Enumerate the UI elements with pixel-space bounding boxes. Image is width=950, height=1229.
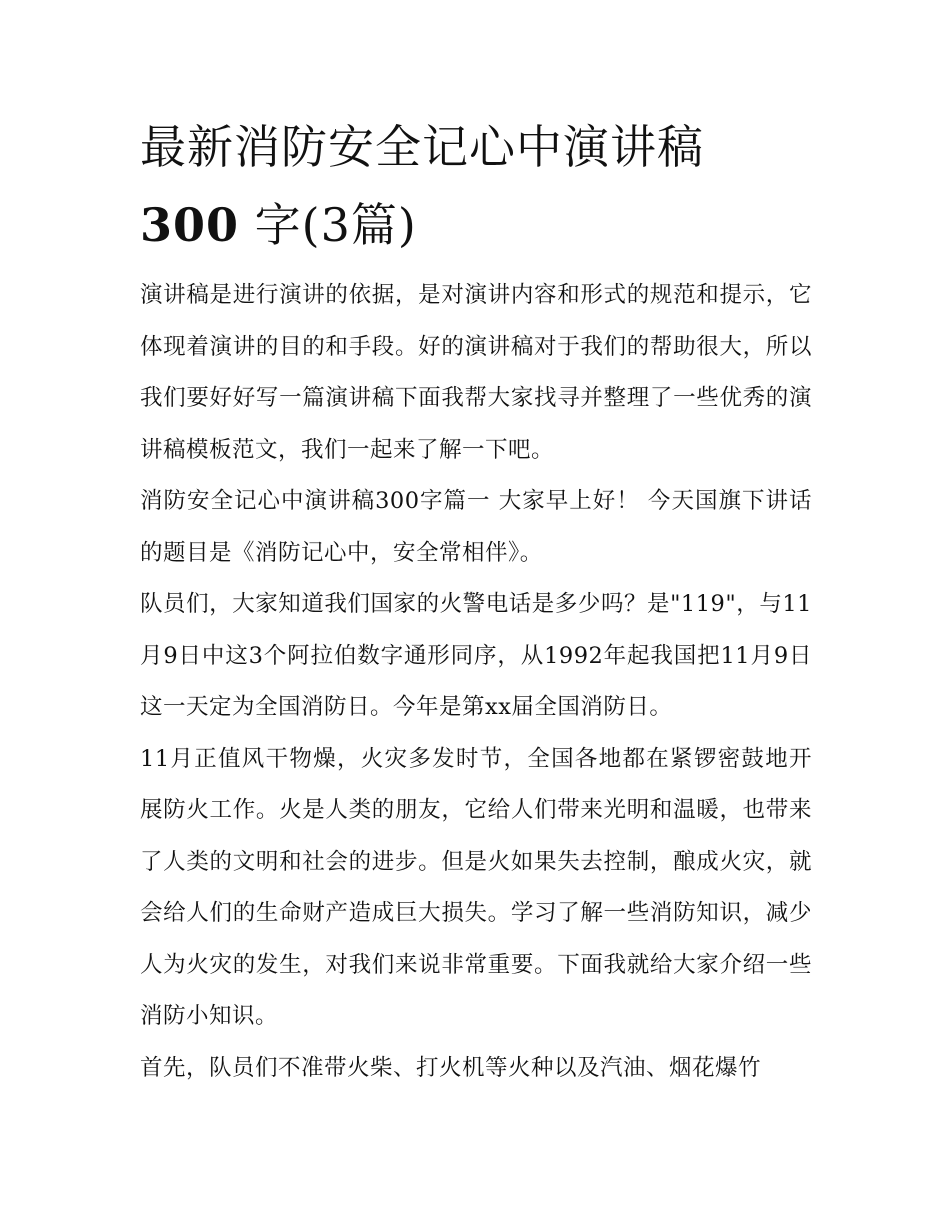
- document-body: [140, 270, 812, 1094]
- paragraph-greeting: 消防安全记心中演讲稿300字篇一 大家早上好！ 今天国旗下讲话的题目是《消防记心中，安全常相伴》。: [140, 488, 812, 566]
- document-page: [140, 108, 812, 1094]
- paragraph-first-rule: 首先，队员们不准带火柴、打火机等火种以及汽油、烟花爆竹: [140, 1054, 762, 1081]
- document-title: [140, 108, 812, 264]
- title-line-2-text: 字(3篇): [254, 198, 417, 252]
- paragraph-fire-season: 11月正值风干物燥，火灾多发时节，全国各地都在紧锣密鼓地开展防火工作。火是人类的朋友，它给人们带来光明和温暖，也带来了人类的文明和社会的进步。但是火如果失去控制，酿成火灾，就会给人们的生命财产造成巨大损失。学习了解一些消防知识，减少人为火灾的发生，对我们来说非常重要。下面我就给大家介绍一些消防小知识。: [140, 745, 812, 1029]
- paragraph-fire-phone: 队员们，大家知道我们国家的火警电话是多少吗？是"119"，与11月9日中这3个阿拉伯数字通形同序，从1992年起我国把11月9日这一天定为全国消防日。今年是第xx届全国消防日。: [140, 591, 812, 720]
- title-line-1: 最新消防安全记心中演讲稿: [140, 120, 704, 174]
- title-number: 300: [140, 198, 240, 252]
- paragraph-intro: 演讲稿是进行演讲的依据，是对演讲内容和形式的规范和提示，它体现着演讲的目的和手段。好的演讲稿对于我们的帮助很大，所以我们要好好写一篇演讲稿下面我帮大家找寻并整理了一些优秀的演讲稿模板范文，我们一起来了解一下吧。: [140, 282, 812, 463]
